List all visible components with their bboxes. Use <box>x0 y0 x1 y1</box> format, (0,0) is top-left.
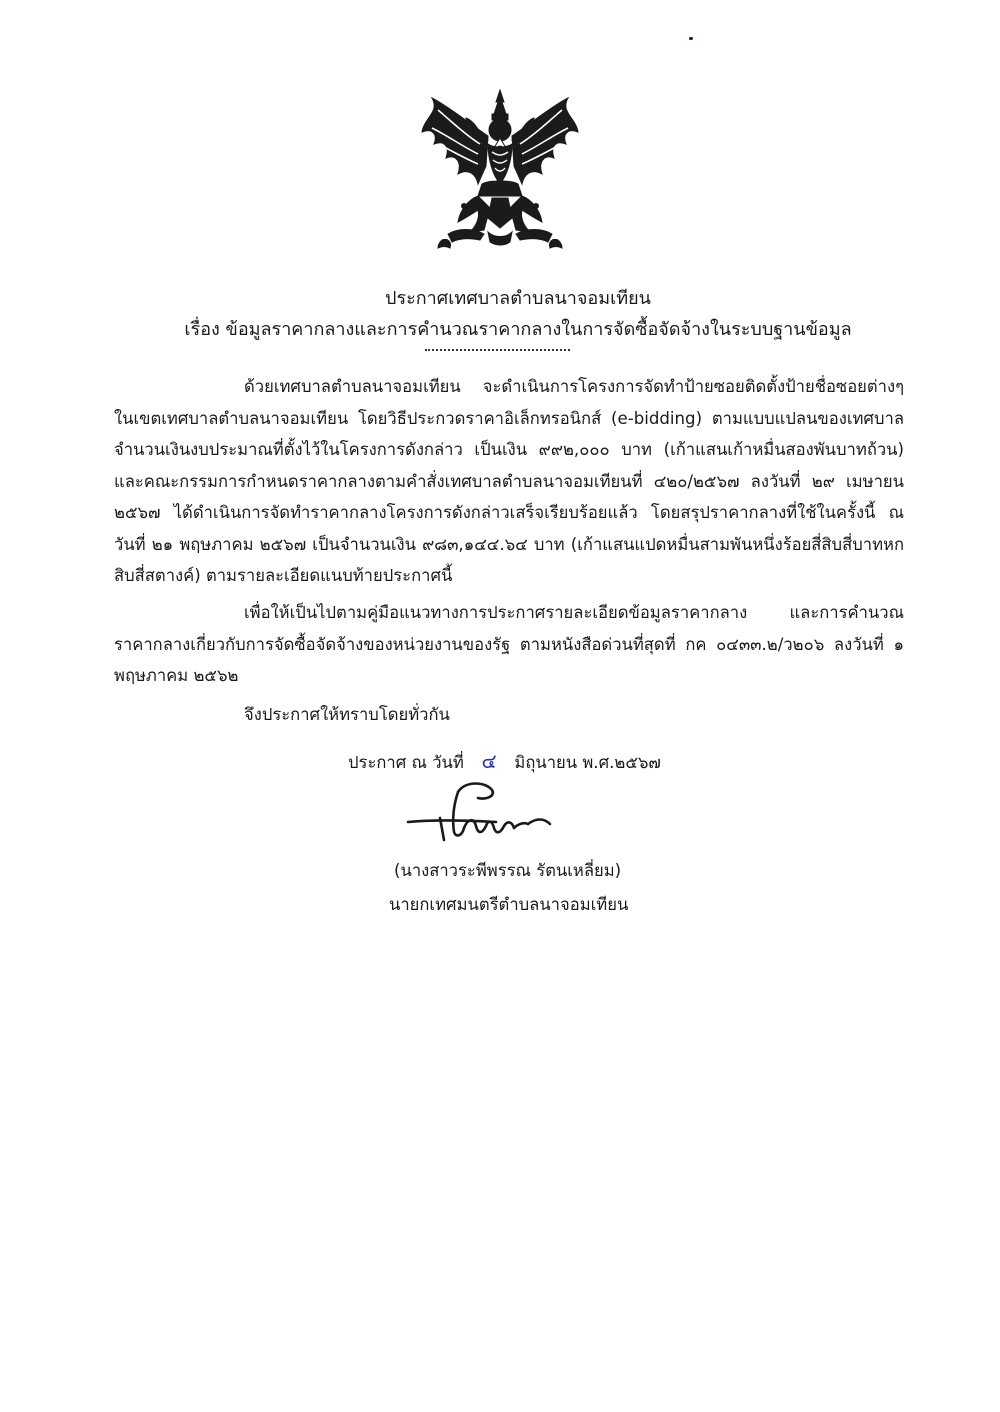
announcement-title: ประกาศเทศบาลตำบลนาจอมเทียน <box>385 288 651 309</box>
announcement-date <box>348 746 661 778</box>
signature <box>400 778 560 848</box>
date-prefix: ประกาศ ณ วันที่ <box>348 753 464 772</box>
signer-position: นายกเทศมนตรีตำบลนาจอมเทียน <box>389 895 629 914</box>
announcement-subject: เรื่อง ข้อมูลราคากลางและการคำนวณราคากลางในการจัดซื้อจัดจ้างในระบบฐานข้อมูล <box>184 319 852 340</box>
paper-speck <box>689 37 693 40</box>
signer-name: (นางสาวระพีพรรณ รัตนเหลี่ยม) <box>394 861 622 880</box>
body-paragraph-1: ด้วยเทศบาลตำบลนาจอมเทียน จะดำเนินการโครงการจัดทำป้ายซอยติดตั้งป้ายชื่อซอยต่างๆ ในเขตเทศบาลตำบลนาจอมเทียน โดยวิธีประกวดราคาอิเล็กทรอนิกส์ (e-bidding) ตามแบบแปลนของเทศบาล จำนวนเงินงบประมาณที่ตั้งไว้ในโครงการดังกล่าว เป็นเงิน ๙๙๒,๐๐๐ บาท (เก้าแสนเก้าหมื่นสองพันบาทถ้วน) และคณะกรรมการกำหนดราคากลางตามคำสั่งเทศบาลตำบลนาจอมเทียนที่ ๔๒๐/๒๕๖๗ ลงวันที่ ๒๙ เมษายน ๒๕๖๗ ได้ดำเนินการจัดทำราคากลางโครงการดังกล่าวเสร็จเรียบร้อยแล้ว โดยสรุปราคากลางที่ใช้ในครั้งนี้ ณ วันที่ ๒๑ พฤษภาคม ๒๕๖๗ เป็นจำนวนเงิน ๙๘๓,๑๔๔.๖๔ บาท (เก้าแสนแปดหมื่นสามพันหนึ่งร้อยสี่สิบสี่บาทหกสิบสี่สตางค์) ตามรายละเอียดแนบท้ายประกาศนี้ <box>114 377 904 585</box>
announcement-closing: จึงประกาศให้ทราบโดยทั่วกัน <box>244 705 450 724</box>
date-day-handwritten: ๔ <box>481 749 497 773</box>
body-paragraph-2: เพื่อให้เป็นไปตามคู่มือแนวทางการประกาศรายละเอียดข้อมูลราคากลาง และการคำนวณราคากลางเกี่ยวกับการจัดซื้อจัดจ้างของหน่วยงานของรัฐ ตามหนังสือด่วนที่สุดที่ กค ๐๔๓๓.๒/ว๒๐๖ ลงวันที่ ๑ พฤษภาคม ๒๕๖๒ <box>114 603 904 685</box>
garuda-emblem <box>418 88 582 258</box>
date-month-year: มิถุนายน พ.ศ.๒๕๖๗ <box>514 753 661 772</box>
title-separator <box>425 349 570 351</box>
